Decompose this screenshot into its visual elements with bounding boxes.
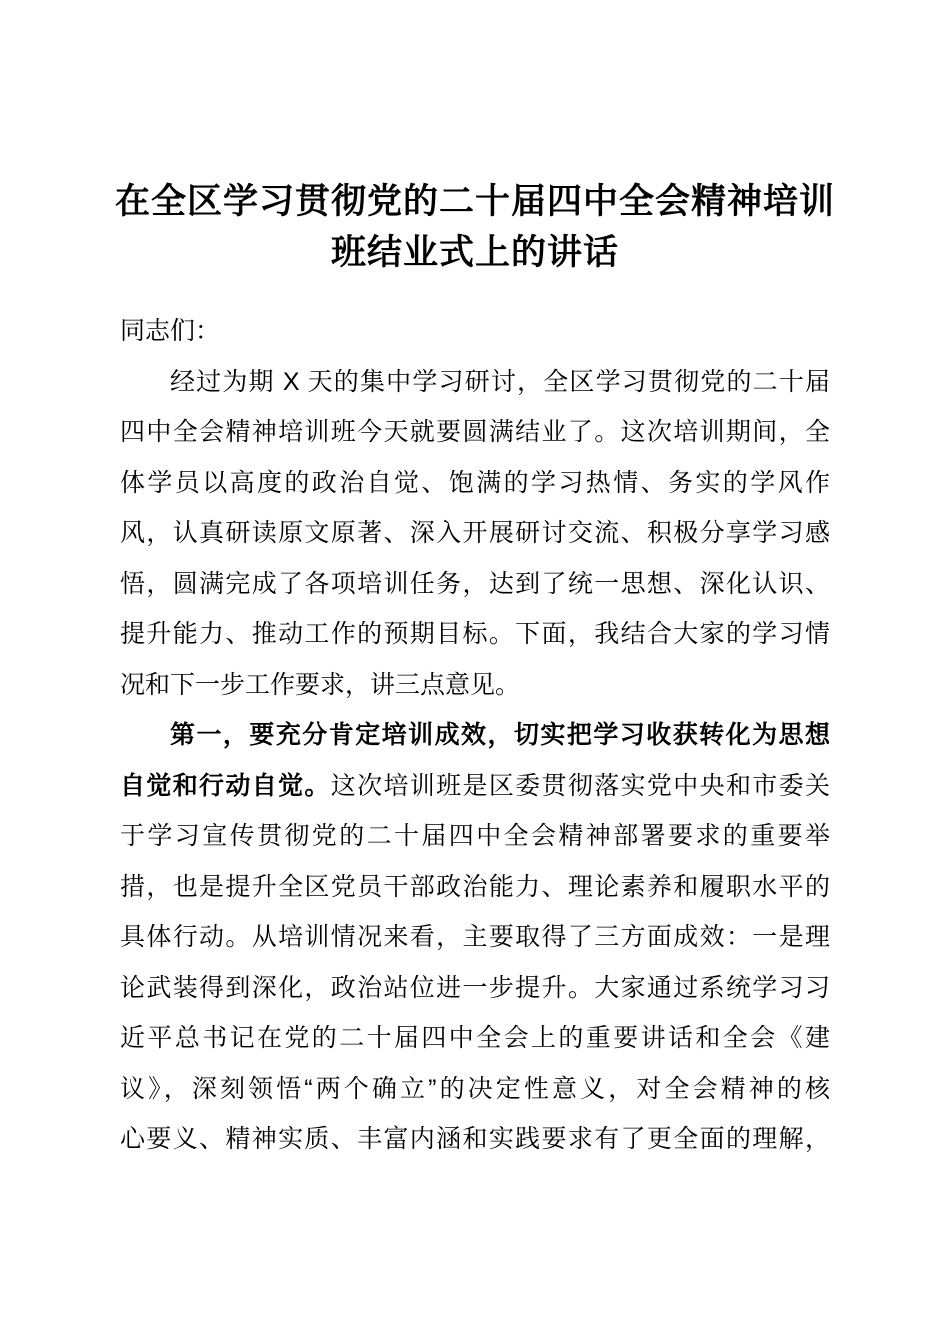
document-content: [114, 176, 835, 1165]
text-run: 况和下一步工作要求，讲三点意见。: [120, 670, 521, 699]
document-title: [95, 176, 855, 278]
text-run: 这次培训班是区委贯彻落实党中央和市委关: [330, 771, 830, 800]
text-run: 于学习宣传贯彻党的二十届四中全会精神部署要求的重要举: [120, 822, 830, 850]
text-run: 悟，圆满完成了各项培训任务，达到了统一思想、深化认识、: [120, 569, 830, 598]
text-line: [120, 407, 830, 458]
text-line: [120, 811, 830, 862]
title-line-2: 班结业式上的讲话: [330, 233, 619, 272]
text-line: [120, 559, 830, 610]
text-run: 风，认真研读原文原著、深入开展研讨交流、积极分享学习感: [120, 519, 830, 547]
title-line-1: 在全区学习贯彻党的二十届四中全会精神培训: [114, 182, 835, 221]
text-run: 提升能力、推动工作的预期目标。下面，我结合大家的学习情: [120, 620, 830, 648]
text-line: [120, 609, 830, 660]
document-body: [120, 306, 830, 1165]
text-line: [120, 710, 830, 761]
text-run: 同志们：: [120, 317, 221, 345]
text-run: 经过为期 X 天的集中学习研讨，全区学习贯彻党的二十届: [170, 367, 830, 396]
text-run: 心要义、精神实质、丰富内涵和实践要求有了更全面的理解，: [120, 1125, 830, 1153]
bold-text-run: 自觉和行动自觉。: [120, 771, 331, 800]
text-run: 论武装得到深化，政治站位进一步提升。大家通过系统学习习: [120, 973, 830, 1002]
text-line: [120, 306, 830, 357]
text-run: 议》，深刻领悟“两个确立”的决定性意义，对全会精神的核: [120, 1074, 830, 1103]
text-line: [120, 508, 830, 559]
text-line: [120, 963, 830, 1014]
bold-text-run: 第一，要充分肯定培训成效，切实把学习收获转化为思想: [170, 721, 830, 749]
text-run: 措，也是提升全区党员干部政治能力、理论素养和履职水平的: [120, 872, 830, 901]
text-line: [120, 912, 830, 963]
text-line: [120, 660, 830, 711]
text-run: 具体行动。从培训情况来看，主要取得了三方面成效：一是理: [120, 923, 830, 951]
text-line: [120, 1013, 830, 1064]
text-line: [120, 458, 830, 509]
text-line: [120, 862, 830, 913]
text-line: [120, 1064, 830, 1115]
text-line: [120, 357, 830, 408]
text-run: 近平总书记在党的二十届四中全会上的重要讲话和全会《建: [120, 1024, 830, 1052]
text-line: [120, 1114, 830, 1165]
text-run: 体学员以高度的政治自觉、饱满的学习热情、务实的学风作: [120, 468, 830, 497]
text-line: [120, 761, 830, 812]
text-run: 四中全会精神培训班今天就要圆满结业了。这次培训期间，全: [120, 418, 830, 446]
